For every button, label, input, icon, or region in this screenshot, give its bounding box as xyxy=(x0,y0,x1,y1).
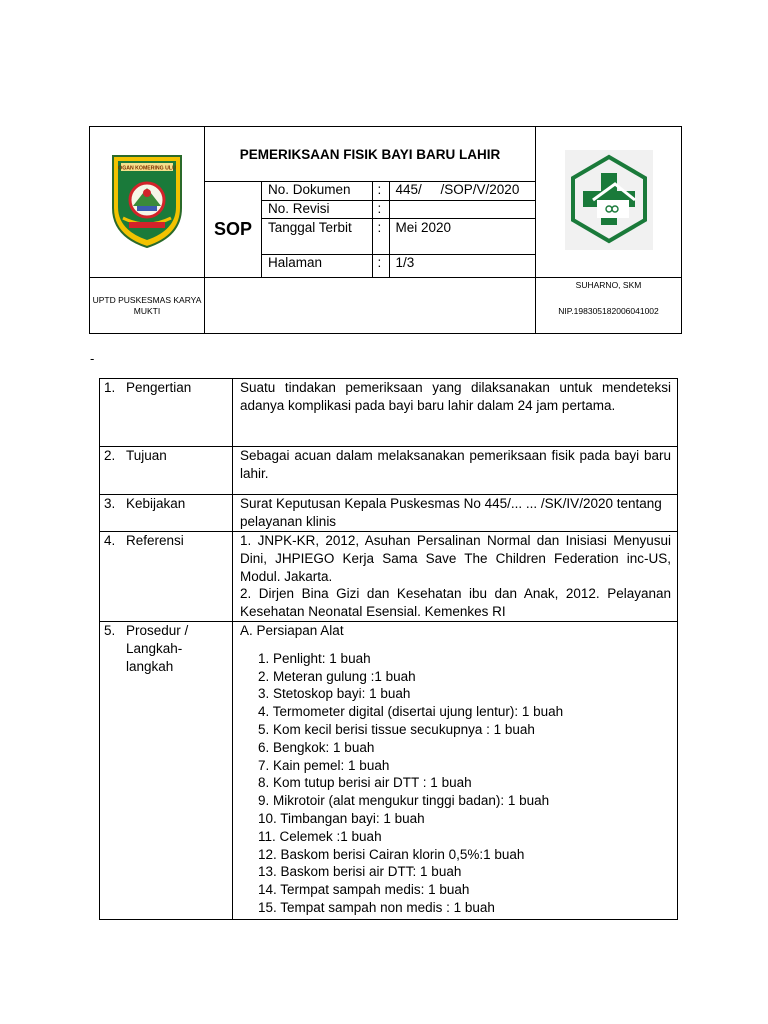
section-row xyxy=(100,622,678,920)
list-item: 7. Kain pemel: 1 buah xyxy=(258,757,390,773)
meta-colon: : xyxy=(372,182,389,200)
list-item: 4. Termometer digital (disertai ujung lentur): 1 buah xyxy=(258,704,564,720)
section-row xyxy=(100,447,678,495)
regency-logo-cell xyxy=(90,127,205,278)
reference-item: 1. JNPK-KR, 2012, Asuhan Persalinan Normal dan Inisiasi Menyusui Dini, JHPIEGO Kerja Sama Save The Children Federation inc-US, Modul. Jakarta. xyxy=(240,533,671,584)
meta-value xyxy=(389,200,535,218)
list-item: 14. Termpat sampah medis: 1 buah xyxy=(258,882,470,898)
section-label-cell xyxy=(100,495,233,532)
section-text: Suatu tindakan pemeriksaan yang dilaksanakan untuk mendeteksi adanya komplikasi pada bayi baru lahir dalam 24 jam pertama. xyxy=(233,379,678,447)
section-label-cell xyxy=(100,447,233,495)
meta-label: No. Dokumen xyxy=(262,182,372,200)
list-item: 5. Kom kecil berisi tissue secukupnya : 1 buah xyxy=(258,721,535,737)
list-item: 9. Mikrotoir (alat mengukur tinggi badan): 1 buah xyxy=(258,793,550,809)
meta-row xyxy=(262,182,535,200)
section-label: Tujuan xyxy=(126,448,167,463)
document-meta-cell xyxy=(262,182,536,278)
section-label: Pengertian xyxy=(126,380,192,395)
list-item: 3. Stetoskop bayi: 1 buah xyxy=(258,686,411,702)
meta-row xyxy=(262,218,535,254)
unit-name: UPTD PUSKESMAS KARYA MUKTI xyxy=(90,278,205,334)
list-item: 13. Baskom berisi air DTT: 1 buah xyxy=(258,864,462,880)
meta-label: Tanggal Terbit xyxy=(262,218,372,254)
reference-item: 2. Dirjen Bina Gizi dan Kesehatan ibu dan Anak, 2012. Pelayanan Kesehatan Neonatal Esensial. Kemenkes RI xyxy=(240,586,671,620)
meta-colon: : xyxy=(372,254,389,277)
meta-colon: : xyxy=(372,218,389,254)
sop-label: SOP xyxy=(205,182,262,278)
section-row xyxy=(100,379,678,447)
list-item: 12. Baskom berisi Cairan klorin 0,5%:1 buah xyxy=(258,846,525,862)
section-row xyxy=(100,532,678,622)
procedure-subheading: A. Persiapan Alat xyxy=(240,623,344,638)
section-label-cell xyxy=(100,379,233,447)
list-item: 10. Timbangan bayi: 1 buah xyxy=(258,810,425,826)
meta-colon: : xyxy=(372,200,389,218)
meta-value: 445/ /SOP/V/2020 xyxy=(389,182,535,200)
references-cell xyxy=(233,532,678,622)
meta-label: Halaman xyxy=(262,254,372,277)
section-number: 3. xyxy=(104,496,116,511)
section-label-cell xyxy=(100,532,233,622)
separator-dash: - xyxy=(90,351,95,366)
regency-emblem-icon xyxy=(109,150,185,250)
list-item: 1. Penlight: 1 buah xyxy=(258,650,371,666)
puskesmas-logo-icon xyxy=(563,148,655,252)
meta-row xyxy=(262,254,535,277)
document-meta-table xyxy=(262,182,535,277)
sop-header-table xyxy=(89,126,682,334)
sop-content-table xyxy=(99,378,678,920)
section-label: Kebijakan xyxy=(126,496,186,511)
list-item: 8. Kom tutup berisi air DTT : 1 buah xyxy=(258,775,472,791)
section-row xyxy=(100,495,678,532)
section-number: 2. xyxy=(104,448,116,463)
section-text: Surat Keputusan Kepala Puskesmas No 445/... ... /SK/IV/2020 tentang pelayanan klinis xyxy=(233,495,678,532)
section-number: 5. xyxy=(104,623,116,638)
list-item: 2. Meteran gulung :1 buah xyxy=(258,668,416,684)
procedure-cell xyxy=(233,622,678,920)
list-item: 11. Celemek :1 buah xyxy=(258,828,382,844)
meta-row xyxy=(262,200,535,218)
section-label: Prosedur / Langkah-langkah xyxy=(126,623,189,674)
signer-name: SUHARNO, SKM xyxy=(575,280,642,290)
meta-value: Mei 2020 xyxy=(389,218,535,254)
section-label-cell xyxy=(100,622,233,920)
section-number: 1. xyxy=(104,380,116,395)
puskesmas-logo-cell xyxy=(536,127,682,278)
blank-cell xyxy=(205,278,536,334)
section-text: Sebagai acuan dalam melaksanakan pemeriksaan fisik pada bayi baru lahir. xyxy=(233,447,678,495)
section-label: Referensi xyxy=(126,533,184,548)
equipment-list xyxy=(258,650,671,917)
list-item: 6. Bengkok: 1 buah xyxy=(258,739,375,755)
section-number: 4. xyxy=(104,533,116,548)
signer-nip: NIP.198305182006041002 xyxy=(558,306,659,316)
signature-cell xyxy=(536,278,682,334)
document-title: PEMERIKSAAN FISIK BAYI BARU LAHIR xyxy=(205,127,536,182)
list-item: 15. Tempat sampah non medis : 1 buah xyxy=(258,899,495,915)
meta-value: 1/3 xyxy=(389,254,535,277)
svg-text:OGAN KOMERING ULU: OGAN KOMERING ULU xyxy=(118,165,176,171)
meta-label: No. Revisi xyxy=(262,200,372,218)
